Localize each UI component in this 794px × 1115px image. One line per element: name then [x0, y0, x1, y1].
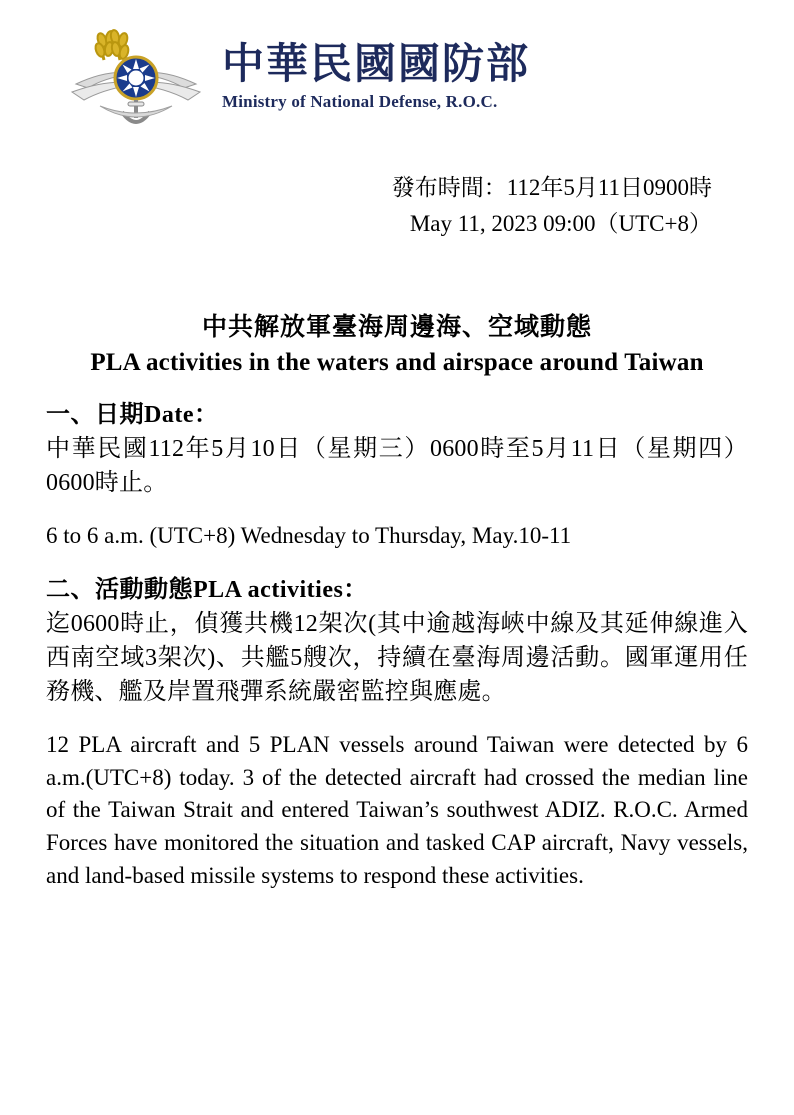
masthead — [46, 0, 748, 132]
section-date-body-cn: 中華民國112年5月10日（星期三）0600時至5月11日（星期四）0600時止。 — [46, 435, 748, 496]
section-date-heading: 一、日期Date： — [46, 402, 219, 429]
release-time-cn: 發布時間：112年5月11日0900時 — [391, 175, 712, 200]
section-activities-heading: 二、活動動態PLA activities： — [46, 577, 368, 604]
section-activities — [46, 574, 748, 892]
section-date — [46, 399, 748, 552]
ministry-name-cn: 中華民國國防部 — [222, 41, 531, 88]
release-time-block — [46, 170, 748, 241]
ministry-names — [222, 42, 530, 118]
section-activities-body-cn: 迄0600時止，偵獲共機12架次(其中逾越海峽中線及其延伸線進入西南空域3架次)、共艦5艘次，持續在臺海周邊活動。國軍運用任務機、艦及岸置飛彈系統嚴密監控與應處。 — [46, 610, 748, 706]
page-title-en: PLA activities in the waters and airspace around Taiwan — [90, 349, 704, 377]
ministry-name-en: Ministry of National Defense, R.O.C. — [222, 92, 498, 112]
section-activities-body-en: 12 PLA aircraft and 5 PLAN vessels around Taiwan were detected by 6 a.m.(UTC+8) today. 3 of the detected aircraft had crossed the median line of the Taiwan Strait and entered Taiwan’s southwest ADIZ. R.O.C. Armed Forces have monitored the situation and tasked CAP aircraft, Navy vessels, and land-based missile systems to respond these activities. — [46, 732, 748, 888]
section-date-body-en: 6 to 6 a.m. (UTC+8) Wednesday to Thursday, May.10-11 — [46, 522, 572, 548]
page-title-cn: 中共解放軍臺海周邊海、空域動態 — [201, 314, 592, 342]
release-time-en: May 11, 2023 09:00（UTC+8） — [409, 210, 712, 236]
roc-mnd-emblem-icon — [66, 28, 206, 132]
